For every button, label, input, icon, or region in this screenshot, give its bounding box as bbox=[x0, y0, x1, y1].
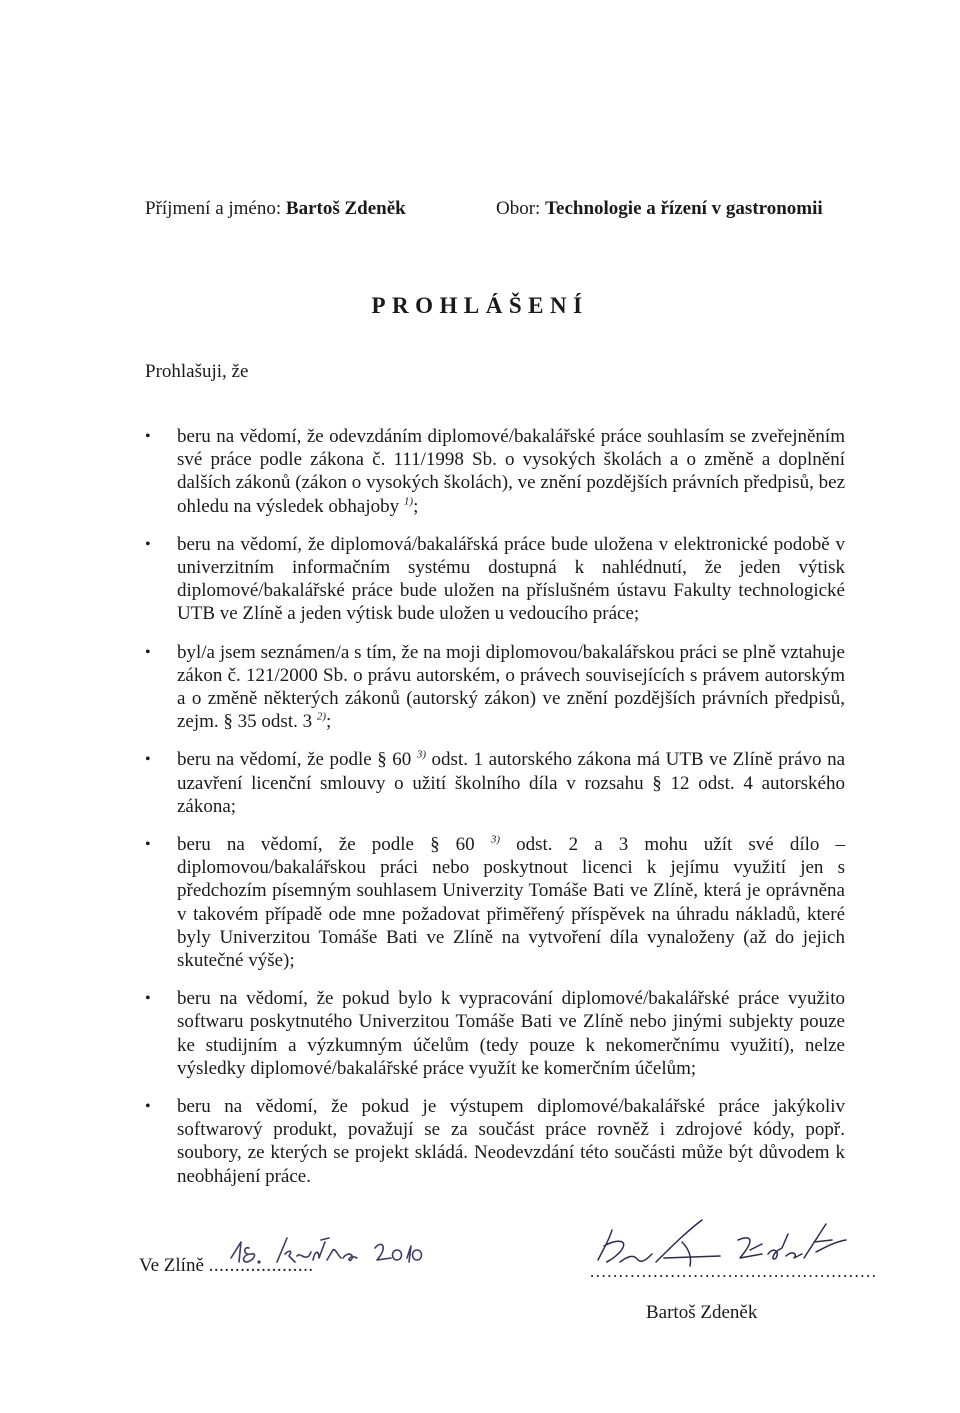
document-title: PROHLÁŠENÍ bbox=[371, 293, 589, 318]
bullet-icon: • bbox=[145, 990, 151, 1008]
item-tail: odst. 1 autorského zákona má UTB ve Zlíně právo na uzavření licenční smlouvy o užití školního díla v rozsahu § 12 odst. 4 autorského zákona; bbox=[177, 749, 845, 817]
item-text: beru na vědomí, že diplomová/bakalářská práce bude uložena v elektronické podobě v univerzitním informačním systému dostupná k nahlédnutí, že jeden výtisk diplomové/bakalářské práce bude uložen na příslušném ústavu Fakulty technologické UTB ve Zlíně a jeden výtisk bude uložen u vedoucího práce; bbox=[177, 533, 845, 625]
name-value: Bartoš Zdeněk bbox=[285, 198, 406, 219]
bullet-icon: • bbox=[145, 643, 151, 661]
signatory-name: Bartoš Zdeněk bbox=[646, 1302, 758, 1323]
item-text: beru na vědomí, že podle § 60 bbox=[177, 749, 412, 771]
bullet-icon: • bbox=[145, 751, 151, 769]
footnote-ref: 3) bbox=[416, 749, 427, 762]
item-text: beru na vědomí, že pokud je výstupem diplomové/bakalářské práce jakýkoliv softwarový produkt, považují se za součást práce rovněž i zdrojové kódy, popř. soubory, ze kterých se projekt skládá. Neodevzdání této součásti může být důvodem k neobhájení práce. bbox=[177, 1096, 845, 1187]
intro-text: Prohlašuji, že bbox=[145, 361, 249, 382]
list-item bbox=[145, 425, 845, 518]
declaration-list bbox=[145, 425, 845, 1203]
list-item bbox=[145, 833, 845, 972]
footnote-ref: 2) bbox=[316, 710, 327, 723]
list-item bbox=[145, 987, 845, 1080]
item-text: byl/a jsem seznámen/a s tím, že na moji diplomovou/bakalářskou práci se plně vztahuje zákon č. 121/2000 Sb. o právu autorském, o právech souvisejících s právem autorským a o změně některých zákonů (autorský zákon) ve znění pozdějších právních předpisů, zejm. § 35 odst. 3 bbox=[177, 641, 845, 733]
field-value: Technologie a řízení v gastronomii bbox=[545, 198, 823, 219]
item-text: beru na vědomí, že odevzdáním diplomové/bakalářské práce souhlasím se zveřejněním své práce podle zákona č. 111/1998 Sb. o vysokých školách a o změně a doplnění dalších zákonů (zákon o vysokých školách), ve znění pozdějších právních předpisů, bez ohledu na výsledek obhajoby bbox=[177, 426, 845, 517]
list-item bbox=[145, 748, 845, 818]
item-text: beru na vědomí, že pokud bylo k vypracování diplomové/bakalářské práce využito softwaru poskytnutého Univerzitou Tomáše Bati ve Zlíně nebo jinými subjekty pouze ke studijním a výzkumným účelům (tedy pouze k nekomerčnímu využití), nelze výsledky diplomové/bakalářské práce využít ke komerčním účelům; bbox=[177, 988, 845, 1079]
place-label: Ve Zlíně bbox=[139, 1255, 204, 1276]
name-label: Příjmení a jméno: bbox=[145, 198, 282, 219]
list-item bbox=[145, 1095, 845, 1188]
signature bbox=[590, 1218, 850, 1283]
date-dots: .................... bbox=[208, 1255, 314, 1276]
list-item bbox=[145, 641, 845, 734]
study-field-line bbox=[496, 197, 823, 221]
field-label: Obor: bbox=[496, 198, 541, 219]
bullet-icon: • bbox=[145, 836, 151, 854]
signature-dots: .................................................. bbox=[590, 1262, 878, 1281]
bullet-icon: • bbox=[145, 1098, 151, 1116]
bullet-icon: • bbox=[145, 535, 151, 553]
footnote-ref: 3) bbox=[490, 833, 500, 846]
item-tail: ; bbox=[413, 495, 419, 517]
footnote-ref: 1) bbox=[403, 495, 414, 508]
student-name-line bbox=[145, 197, 406, 221]
item-tail: ; bbox=[326, 711, 332, 733]
handwritten-date bbox=[225, 1228, 425, 1273]
bullet-icon: • bbox=[145, 428, 151, 445]
item-tail: odst. 2 a 3 mohu užít své dílo – diplomovou/bakalářskou práci nebo poskytnout licenci k jejímu využití jen s předchozím písemným souhlasem Univerzity Tomáše Bati ve Zlíně, která je oprávněna v takovém případě ode mne požadovat přiměřený příspěvek na úhradu nákladů, které byly Univerzitou Tomáše Bati ve Zlíně na vytvoření díla vynaloženy (až do jejich skutečné výše); bbox=[177, 834, 846, 972]
list-item bbox=[145, 533, 845, 626]
item-text: beru na vědomí, že podle § 60 bbox=[177, 834, 475, 856]
